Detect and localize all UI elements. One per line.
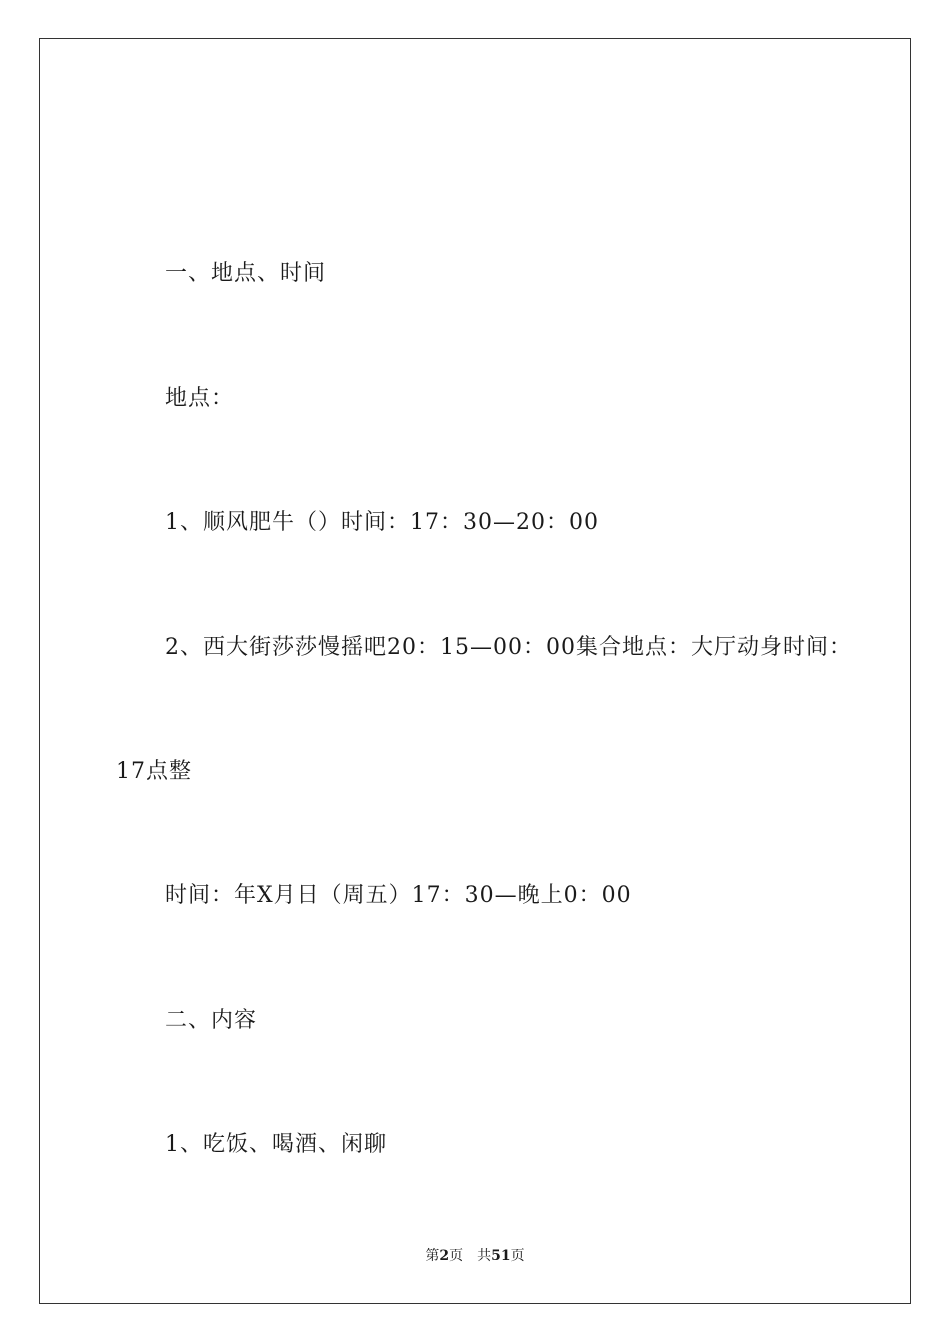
location-label: 地点： [165, 386, 235, 411]
page-border [39, 38, 911, 1304]
section-heading-content: 二、内容 [165, 1008, 258, 1033]
location-item-2-continued: 17点整 [116, 759, 192, 784]
location-item-1: 1、顺风肥牛（）时间：17：30—20：00 [165, 510, 599, 535]
time-line: 时间：年X月日（周五）17：30—晚上0：00 [165, 883, 632, 908]
footer-page-prefix: 第 [425, 1248, 440, 1264]
content-item-1: 1、吃饭、喝酒、闲聊 [165, 1132, 387, 1157]
section-heading-location-time: 一、地点、时间 [165, 261, 327, 286]
footer-total-pages: 51 [491, 1248, 511, 1264]
footer-page-number: 2 [439, 1248, 450, 1264]
footer-page-suffix: 页 [449, 1248, 464, 1264]
location-item-2: 2、西大街莎莎慢摇吧20：15—00：00集合地点：大厅动身时间： [165, 635, 852, 660]
footer-total-suffix: 页 [510, 1248, 525, 1264]
page-footer [0, 1246, 950, 1266]
footer-total-prefix: 共 [477, 1248, 492, 1264]
